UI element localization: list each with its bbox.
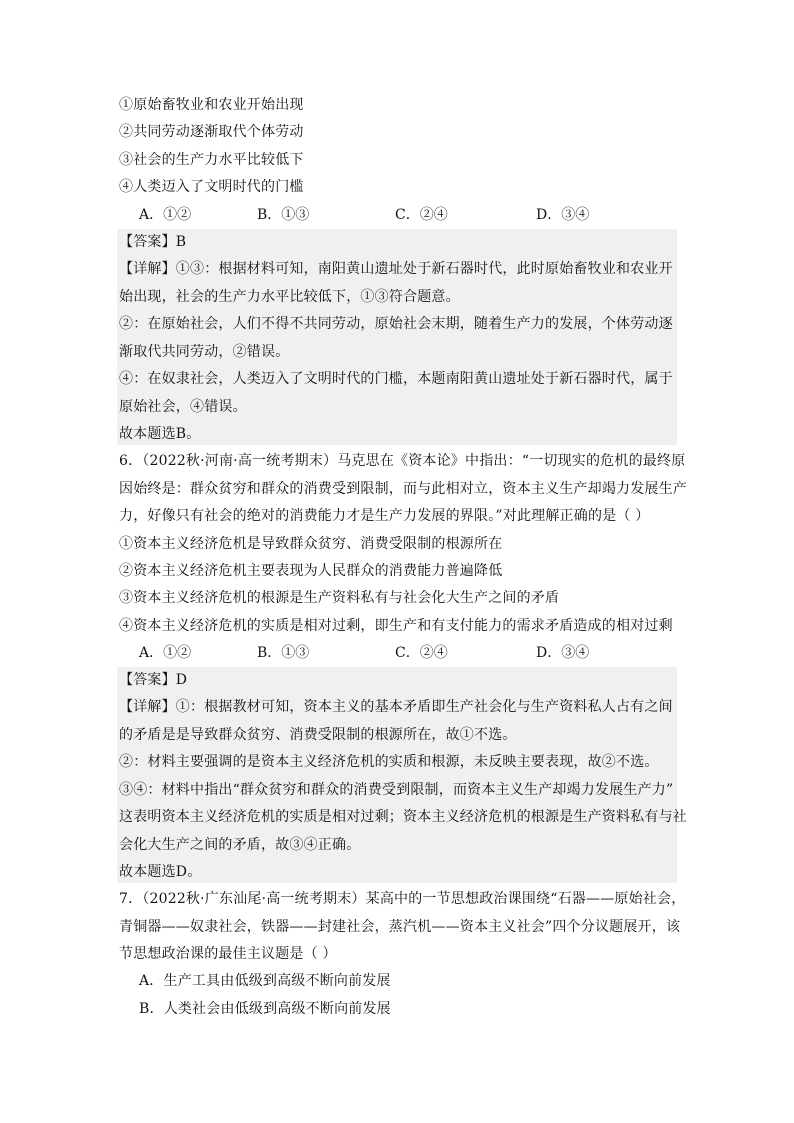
q5-option-b: B．①③ — [257, 207, 310, 223]
q7-option-a: A．生产工具由低级到高级不断向前发展 — [139, 973, 391, 989]
q6-statement-2: ②资本主义经济危机主要表现为人民群众的消费能力普遍降低 — [119, 563, 503, 579]
q6-statement-1: ①资本主义经济危机是导致群众贫穷、消费受限制的根源所在 — [119, 536, 503, 552]
q6-explanation-line-4: ③④：材料中指出“群众贫穷和群众的消费受到限制，而资本主义生产却竭力发展生产力” — [119, 782, 674, 798]
q6-explanation-line-5: 这表明资本主义经济危机的实质是相对过剩；资本主义经济危机的根源是生产资料私有与社 — [119, 809, 687, 825]
q5-explanation-line-6: 原始社会，④错误。 — [119, 399, 247, 415]
q6-stem-line-2: 因始终是：群众贫穷和群众的消费受到限制，而与此相对立，资本主义生产却竭力发展生产 — [119, 481, 687, 497]
q5-option-d: D．③④ — [536, 207, 590, 223]
q6-explanation-line-2: 的矛盾是是导致群众贫穷、消费受限制的根源所在，故①不选。 — [119, 727, 517, 743]
q5-explanation-line-4: 渐取代共同劳动，②错误。 — [119, 344, 290, 360]
q7-stem-line-2: 青铜器——奴隶社会，铁器——封建社会，蒸汽机——资本主义社会”四个分议题展开，该 — [119, 919, 681, 935]
q6-option-d: D．③④ — [536, 645, 590, 661]
q6-statement-3: ③资本主义经济危机的根源是生产资料私有与社会化大生产之间的矛盾 — [119, 590, 560, 606]
q5-option-c: C．②④ — [395, 207, 448, 223]
q5-explanation-line-5: ④：在奴隶社会，人类迈入了文明时代的门槛，本题南阳黄山遗址处于新石器时代，属于 — [119, 371, 673, 387]
q6-explanation-line-3: ②：材料主要强调的是资本主义经济危机的实质和根源，未反映主要表现，故②不选。 — [119, 754, 659, 770]
q7-option-b: B．人类社会由低级到高级不断向前发展 — [139, 1001, 391, 1017]
q5-statement-3: ③社会的生产力水平比较低下 — [119, 152, 304, 168]
q5-explanation-line-7: 故本题选B。 — [119, 426, 201, 442]
q5-statement-1: ①原始畜牧业和农业开始出现 — [119, 97, 304, 113]
q7-stem-line-1: 7．（2022秋·广东汕尾·高一统考期末）某高中的一节思想政治课围绕“石器——原始社会， — [119, 891, 686, 907]
q6-answer: 【答案】D — [119, 672, 188, 688]
q6-option-b: B．①③ — [257, 645, 310, 661]
q6-explanation-line-7: 故本题选D。 — [119, 864, 202, 880]
q6-stem-line-1: 6．（2022秋·河南·高一统考期末）马克思在《资本论》中指出：“一切现实的危机的最终原 — [119, 453, 686, 469]
q5-explanation-line-2: 始出现，社会的生产力水平比较低下，①③符合题意。 — [119, 289, 460, 305]
q6-option-a: A．①② — [139, 645, 192, 661]
q6-explanation-line-6: 会化大生产之间的矛盾，故③④正确。 — [119, 837, 361, 853]
q6-stem-line-3: 力，好像只有社会的绝对的消费能力才是生产力发展的界限。”对此理解正确的是（ ） — [119, 508, 650, 524]
q5-answer: 【答案】B — [119, 234, 187, 250]
q6-statement-4: ④资本主义经济危机的实质是相对过剩，即生产和有支付能力的需求矛盾造成的相对过剩 — [119, 618, 673, 634]
q6-explanation-line-1: 【详解】①：根据教材可知，资本主义的基本矛盾即生产社会化与生产资料私人占有之间 — [119, 699, 673, 715]
q5-explanation-line-3: ②：在原始社会，人们不得不共同劳动，原始社会末期，随着生产力的发展，个体劳动逐 — [119, 316, 673, 332]
q5-explanation-line-1: 【详解】①③：根据材料可知，南阳黄山遗址处于新石器时代，此时原始畜牧业和农业开 — [119, 261, 673, 277]
q5-option-a: A．①② — [139, 207, 192, 223]
q5-statement-2: ②共同劳动逐渐取代个体劳动 — [119, 124, 304, 140]
q5-statement-4: ④人类迈入了文明时代的门槛 — [119, 179, 304, 195]
q6-option-c: C．②④ — [395, 645, 448, 661]
q7-stem-line-3: 节思想政治课的最佳主议题是（ ） — [119, 946, 337, 962]
